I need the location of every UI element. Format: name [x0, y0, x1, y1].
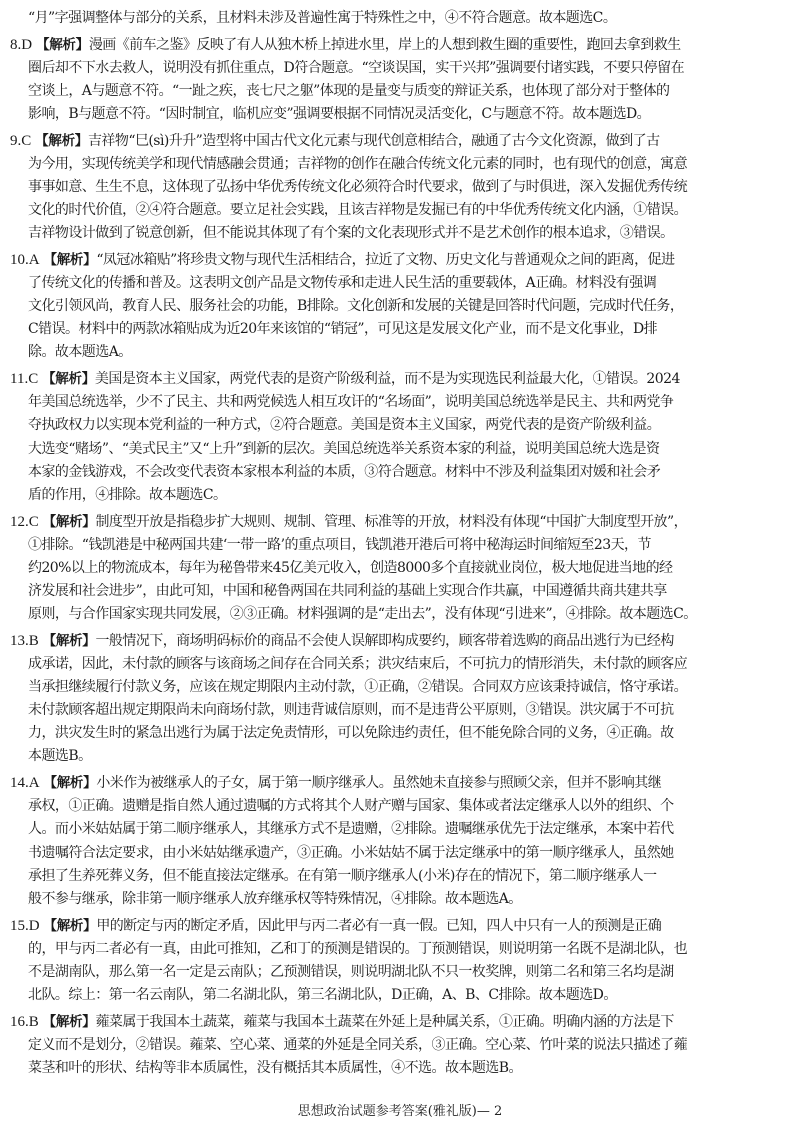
analysis-tag: 【解析】 — [42, 633, 96, 649]
answer-text-line — [28, 321, 657, 337]
question-number: 16.B — [10, 1014, 39, 1030]
analysis-tag: 【解析】 — [43, 252, 97, 268]
line-text: 制度型开放是指稳步扩大规则、规制、管理、标准等的开放，材料没有体现“中国扩大制度型开放”， — [95, 514, 688, 530]
line-text: 文化引领风尚，教育人民、服务社会的功能，B排除。文化创新和发展的关键是回答时代问题，完成时代任务， — [28, 298, 684, 314]
line-text: 空谈上，A与题意不符。“一趾之疾，丧七尺之躯”体现的是量变与质变的辩证关系，也体现了部分对于整体的 — [28, 83, 670, 99]
line-text: 为今用，实现传统美学和现代情感融会贯通；吉祥物的创作在融合传统文化元素的同时，也有现代的创意，寓意 — [28, 156, 688, 172]
line-text: 美国是资本主义国家，两党代表的是资产阶级利益，而不是为实现选民利益最大化，①错误。2024 — [94, 371, 680, 387]
answer-item-line — [10, 37, 681, 53]
line-text: 原则，与合作国家实现共同发展，②③正确。材料强调的是“走出去”，没有体现“引进来”，④排除。故本题选C。 — [28, 606, 697, 622]
line-text: 成承诺，因此，未付款的顾客与该商场之间存在合同关系；洪灾结束后，不可抗力的情形消失，未付款的顾客应 — [28, 656, 688, 672]
answer-item-line — [10, 1014, 674, 1030]
line-text: 影响，B与题意不符。“因时制宜，临机应变”强调要根据不同情况灵活变化，C与题意不符。故本题选D。 — [28, 106, 651, 122]
line-text: 承担了生养死葬义务，但不能直接法定继承。在有第一顺序继承人(小米)存在的情况下，第二顺序继承人一 — [28, 868, 657, 884]
line-text: 济发展和社会进步”，由此可知，中国和秘鲁两国在共同利益的基础上实现合作共赢，中国遵循共商共建共享 — [28, 583, 667, 599]
line-text: 大选变“赌场”、“美式民主”又“上升”到新的层次。美国总统选举关系资本家的利益，说明美国总统大选是资 — [28, 441, 660, 457]
answer-text-line — [28, 487, 226, 503]
line-text: “凤冠冰箱贴”将珍贵文物与现代生活相结合，拉近了文物、历史文化与普通观众之间的距离，促进 — [96, 252, 675, 268]
line-text: 除。故本题选A。 — [28, 344, 132, 360]
analysis-tag: 【解析】 — [35, 133, 88, 149]
line-text: 般不参与继承，除非第一顺序继承人放弃继承权等特殊情况，④排除。故本题选A。 — [28, 891, 522, 907]
line-text: 盾的作用，④排除。故本题选C。 — [28, 487, 227, 503]
answer-text-line — [28, 845, 674, 861]
answer-item-line — [10, 514, 687, 530]
answer-text-line — [28, 891, 522, 907]
line-text: 漫画《前车之鉴》反映了有人从独木桥上掉进水里，岸上的人想到救生圈的重要性，跑回去拿到救生 — [88, 37, 681, 53]
answer-text-line — [28, 656, 687, 672]
line-text: 本题选B。 — [28, 748, 92, 764]
line-text: 不是湖南队，那么第一名一定是云南队；乙预测错误，则说明湖北队不只一枚奖牌，则第二名和第三名均是湖 — [28, 964, 674, 980]
line-text: 定义而不是划分，②错误。蕹菜、空心菜、通菜的外延是全同关系，③正确。空心菜、竹叶菜的说法只描述了蕹 — [28, 1037, 688, 1053]
answer-text-line — [28, 298, 683, 314]
question-number: 9.C — [10, 133, 32, 149]
analysis-tag: 【解析】 — [43, 775, 97, 791]
line-text: 夺执政权力以实现本党利益的一种方式，②符合题意。美国是资本主义国家，两党代表的是资产阶级利益。 — [28, 417, 661, 433]
question-number: 13.B — [10, 633, 39, 649]
line-text: 圈后却不下水去救人，说明没有抓住重点，D符合题意。“空谈误国，实干兴邦”强调要付诸实践，不要只停留在 — [28, 60, 685, 76]
line-text: 事事如意、生生不息，这体现了弘扬中华优秀传统文化必须符合时代要求，做到了与时俱进，深入发掘优秀传统 — [28, 179, 688, 195]
analysis-tag: 【解析】 — [42, 1014, 96, 1030]
answer-text-line — [28, 464, 660, 480]
answer-text-line — [28, 156, 687, 172]
answer-text-line — [28, 83, 669, 99]
answer-text-line — [28, 394, 673, 410]
line-text: 书遗嘱符合法定要求，由小米姑姑继承遗产，③正确。小米姑姑不属于法定继承中的第一顺序继承人，虽然她 — [28, 845, 674, 861]
analysis-tag: 【解析】 — [42, 514, 96, 530]
answer-text-line — [28, 179, 687, 195]
answer-text-line — [28, 702, 674, 718]
answer-text-line — [28, 106, 650, 122]
line-text: 约20%以上的物流成本，每年为秘鲁带来45亿美元收入，创造8000多个直接就业岗位，极大地促进当地的经 — [28, 560, 673, 576]
question-number: 15.D — [10, 918, 40, 934]
line-text: 本家的金钱游戏，不会改变代表资本家根本利益的本质，③符合题意。材料中不涉及利益集团对媛和社会矛 — [28, 464, 661, 480]
line-text: 甲的断定与丙的断定矛盾，因此甲与丙二者必有一真一假。已知，四人中只有一人的预测是正确 — [96, 918, 662, 934]
question-number: 14.A — [10, 775, 40, 791]
answer-text-line — [28, 606, 697, 622]
answer-text-line — [28, 868, 657, 884]
answer-item-line — [10, 371, 680, 387]
answer-text-line — [28, 583, 667, 599]
line-text: 人。而小米姑姑属于第二顺序继承人，其继承方式不是遗赠，②排除。遗嘱继承优先于法定继承，本案中若代 — [28, 821, 674, 837]
answer-item-line — [10, 633, 674, 649]
answer-text-line — [28, 798, 674, 814]
answer-text-line — [28, 821, 674, 837]
line-text: 文化的时代价值，②④符合题意。要立足社会实践，且该吉祥物是发掘已有的中华优秀传统文化内涵，①错误。 — [28, 202, 688, 218]
analysis-tag: 【解析】 — [36, 37, 89, 53]
question-number: 11.C — [10, 371, 39, 387]
line-text: 小米作为被继承人的子女，属于第一顺序继承人。虽然她未直接参与照顾父亲，但并不影响其继 — [96, 775, 662, 791]
answer-text-line — [28, 748, 92, 764]
answer-text-line — [28, 60, 684, 76]
answer-item-line — [10, 252, 674, 268]
answer-text-line — [28, 1037, 687, 1053]
answer-text-line — [28, 964, 674, 980]
answer-text-line — [28, 560, 673, 576]
answer-text-line — [28, 417, 660, 433]
answer-text-line — [28, 987, 617, 1003]
line-text: 蕹菜属于我国本土蔬菜，蕹菜与我国本土蔬菜在外延上是种属关系，①正确。明确内涵的方法是下 — [95, 1014, 674, 1030]
line-text: 的，甲与丙二者必有一真，由此可推知，乙和丁的预测是错误的。丁预测错误，则说明第一名既不是湖北队，也 — [28, 941, 688, 957]
answer-text-line — [28, 202, 687, 218]
analysis-tag: 【解析】 — [43, 918, 97, 934]
answer-text-line — [28, 10, 616, 26]
analysis-tag: 【解析】 — [42, 371, 95, 387]
line-text: ①排除。“钱凯港是中秘两国共建‘一带一路’的重点项目，钱凯港开港后可将中秘海运时间缩短至23天，节 — [28, 537, 651, 553]
answer-item-line — [10, 133, 660, 149]
line-text: 吉祥物设计做到了锐意创新，但不能说其体现了有个案的文化表现形式并不是艺术创作的根本追求，③错误。 — [28, 225, 674, 241]
answer-text-line — [28, 537, 651, 553]
question-number: 10.A — [10, 252, 40, 268]
answer-text-line — [28, 275, 656, 291]
line-text: “月”字强调整体与部分的关系，且材料未涉及普遍性寓于特殊性之中，④不符合题意。故本题选C。 — [28, 10, 617, 26]
page-footer: 思想政治试题参考答案(雅礼版)— 2 — [297, 1104, 503, 1119]
answer-text-line — [28, 1060, 522, 1076]
line-text: 吉祥物“巳(sì)升升”造型将中国古代文化元素与现代创意相结合，融通了古今文化资源，做到了古 — [87, 133, 660, 149]
line-text: 未付款顾客超出规定期限尚未向商场付款，则违背诚信原则，而不是违背公平原则，③错误。洪灾属于不可抗 — [28, 702, 674, 718]
answer-text-line — [28, 441, 659, 457]
line-text: 当承担继续履行付款义务，应该在规定期限内主动付款，①正确，②错误。合同双方应该秉持诚信，恪守承诺。 — [28, 679, 688, 695]
line-text: 承权，①正确。遗赠是指自然人通过遗嘱的方式将其个人财产赠与国家、集体或者法定继承人以外的组织、个 — [28, 798, 674, 814]
line-text: 一般情况下，商场明码标价的商品不会使人误解即构成要约，顾客带着选购的商品出逃行为已经构 — [95, 633, 674, 649]
answer-text-line — [28, 941, 687, 957]
answer-text-line — [28, 225, 674, 241]
answer-text-line — [28, 725, 674, 741]
answer-item-line — [10, 918, 661, 934]
answer-text-line — [28, 679, 687, 695]
question-number: 12.C — [10, 514, 39, 530]
question-number: 8.D — [10, 37, 33, 53]
line-text: 了传统文化的传播和普及。这表明文创产品是文物传承和走进人民生活的重要载体，A正确。材料没有强调 — [28, 275, 657, 291]
line-text: 年美国总统选举，少不了民主、共和两党候选人相互攻讦的“名场面”，说明美国总统选举是民主、共和两党争 — [28, 394, 674, 410]
line-text: 力，洪灾发生时的紧急出逃行为属于法定免责情形，可以免除违约责任，但不能免除合同的义务，④正确。故 — [28, 725, 674, 741]
answer-text-line — [28, 344, 132, 360]
line-text: 菜茎和叶的形状、结构等非本质属性，没有概括其本质属性，④不选。故本题选B。 — [28, 1060, 522, 1076]
line-text: C错误。材料中的两款冰箱贴成为近20年来该馆的“销冠”，可见这是发展文化产业，而不是文化事业，D排 — [28, 321, 658, 337]
line-text: 北队。综上：第一名云南队，第二名湖北队，第三名湖北队，D正确，A、B、C排除。故本题选D。 — [28, 987, 617, 1003]
answer-item-line — [10, 775, 661, 791]
